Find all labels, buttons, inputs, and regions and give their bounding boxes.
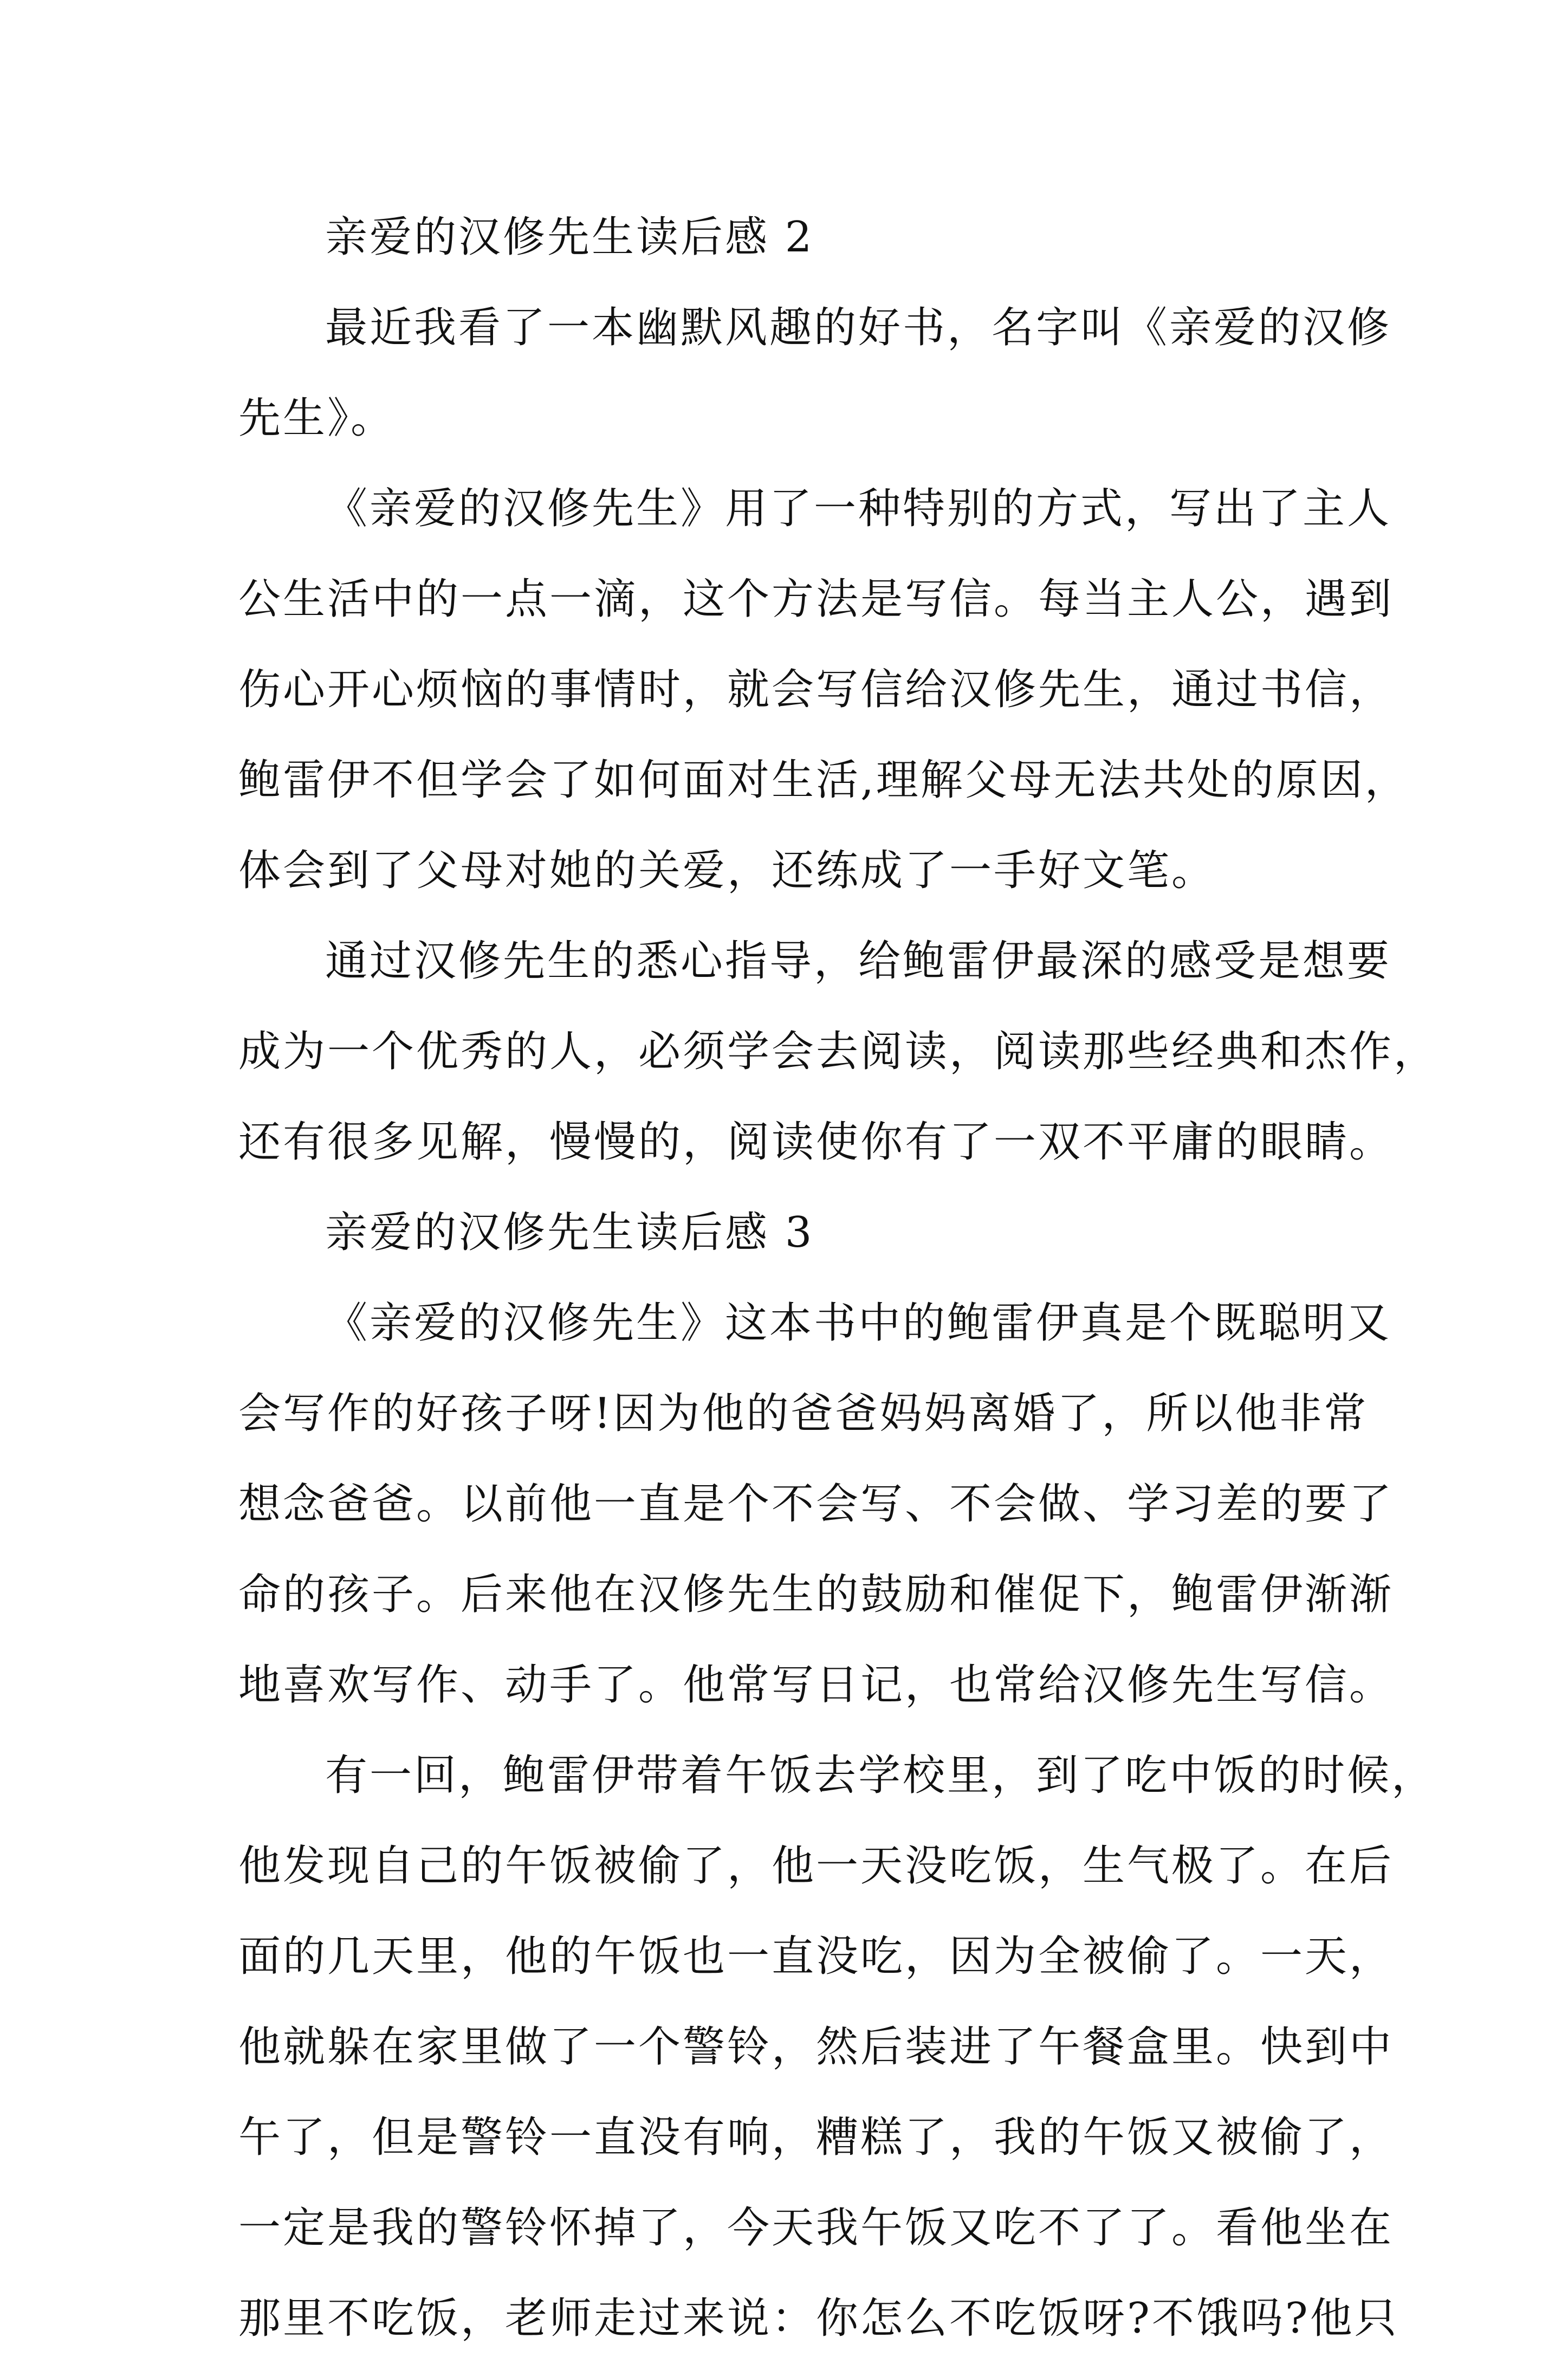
section-heading: 亲爱的汉修先生读后感 2 <box>325 213 814 262</box>
paragraph-line: 伤心开心烦恼的事情时，就会写信给汉修先生，通过书信， <box>238 665 1394 714</box>
paragraph-line: 想念爸爸。以前他一直是个不会写、不会做、学习差的要了 <box>238 1480 1394 1528</box>
paragraph-line: 体会到了父母对她的关爱，还练成了一手好文笔。 <box>238 846 1216 895</box>
paragraph-line: 那里不吃饭，老师走过来说：你怎么不吃饭呀?不饿吗?他只 <box>238 2294 1399 2343</box>
paragraph-line: 最近我看了一本幽默风趣的好书，名字叫《亲爱的汉修 <box>325 303 1392 352</box>
paragraph-line: 先生》。 <box>238 394 396 443</box>
paragraph-line: 鲍雷伊不但学会了如何面对生活,理解父母无法共处的原因， <box>238 756 1409 805</box>
document-body <box>238 192 1439 2364</box>
paragraph-line: 有一回，鲍雷伊带着午饭去学校里，到了吃中饭的时候， <box>325 1751 1436 1800</box>
paragraph-line: 他就躲在家里做了一个警铃，然后装进了午餐盒里。快到中 <box>238 2023 1394 2071</box>
paragraph-line: 午了，但是警铃一直没有响，糟糕了，我的午饭又被偷了， <box>238 2113 1394 2162</box>
paragraph-line: 通过汉修先生的悉心指导，给鲍雷伊最深的感受是想要 <box>325 937 1392 986</box>
paragraph-line: 一定是我的警铃怀掉了，今天我午饭又吃不了了。看他坐在 <box>238 2204 1394 2252</box>
paragraph-line: 成为一个优秀的人，必须学会去阅读，阅读那些经典和杰作， <box>238 1027 1439 1076</box>
paragraph-line: 命的孩子。后来他在汉修先生的鼓励和催促下，鲍雷伊渐渐 <box>238 1570 1394 1619</box>
section-heading: 亲爱的汉修先生读后感 3 <box>325 1208 814 1257</box>
paragraph-line: 《亲爱的汉修先生》这本书中的鲍雷伊真是个既聪明又 <box>325 1299 1392 1348</box>
paragraph-line: 面的几天里，他的午饭也一直没吃，因为全被偷了。一天， <box>238 1932 1394 1981</box>
paragraph-line: 公生活中的一点一滴，这个方法是写信。每当主人公，遇到 <box>238 575 1394 624</box>
paragraph-line: 他发现自己的午饭被偷了，他一天没吃饭，生气极了。在后 <box>238 1842 1394 1890</box>
paragraph-line: 还有很多见解，慢慢的，阅读使你有了一双不平庸的眼睛。 <box>238 1118 1394 1167</box>
paragraph-line: 地喜欢写作、动手了。他常写日记，也常给汉修先生写信。 <box>238 1661 1394 1709</box>
paragraph-line: 《亲爱的汉修先生》用了一种特别的方式，写出了主人 <box>325 484 1392 533</box>
paragraph-line: 会写作的好孩子呀!因为他的爸爸妈妈离婚了，所以他非常 <box>238 1389 1369 1438</box>
